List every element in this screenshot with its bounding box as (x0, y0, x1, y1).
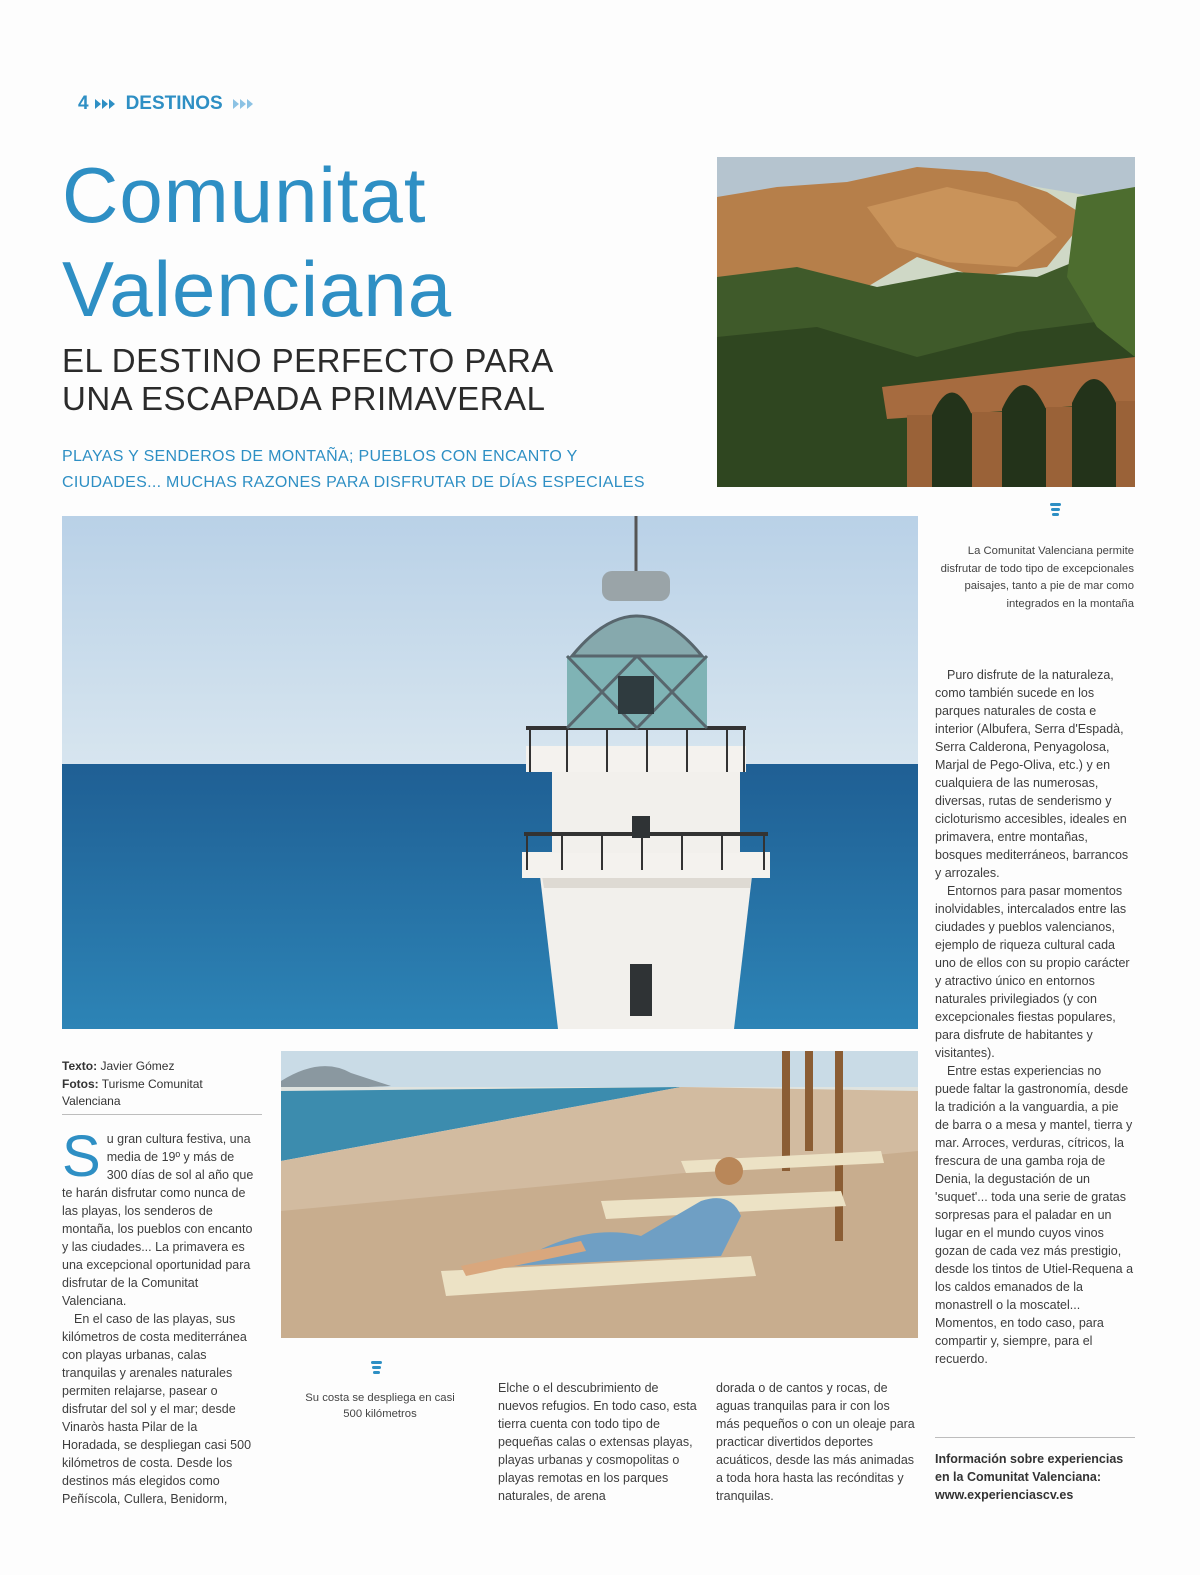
paragraph: Elche o el descubrimiento de nuevos refugios. En todo caso, esta tierra cuenta con todo tipo de pequeñas calas o extensas playas, playas urbanas y cosmopolitas o playas remotas en los parques naturales, de arena (498, 1381, 697, 1503)
website-link[interactable]: www.experienciascv.es (935, 1488, 1074, 1502)
triangle-arrows-icon (233, 99, 254, 109)
divider (935, 1437, 1135, 1438)
article-column-2 (498, 1379, 700, 1505)
kicker-line: CIUDADES... MUCHAS RAZONES PARA DISFRUTAR DE DÍAS ESPECIALES (62, 474, 645, 491)
credit-label: Fotos: (62, 1076, 99, 1091)
section-header (78, 90, 264, 118)
paragraph: Entornos para pasar momentos inolvidables, intercalados entre las ciudades y pueblos valencianos, ejemplo de riqueza cultural cada uno de ellos con su propio carácter y atractivo único en entornos naturales privilegiados (y con excepcionales fiestas populares, para disfrute de habitantes y visitantes). (935, 884, 1130, 1060)
page-number: 4 (78, 93, 89, 114)
section-label: DESTINOS (125, 93, 223, 114)
subtitle (62, 342, 702, 418)
paragraph-text: u gran cultura festiva, una media de 19º y más de 300 días de sol al año que te harán disfrutar como nunca de las playas, los senderos de montaña, los pueblos con encanto y las ciudades... La primavera es una excepcional oportunidad para disfrutar de la Comunitat Valenciana. (62, 1132, 254, 1308)
title-line: Comunitat (62, 151, 427, 239)
subtitle-line: UNA ESCAPADA PRIMAVERAL (62, 380, 546, 417)
credit-value: Javier Gómez (100, 1059, 175, 1073)
kicker-line: PLAYAS Y SENDEROS DE MONTAÑA; PUEBLOS CON ENCANTO Y (62, 448, 578, 465)
credit-value: Turisme Comunitat Valenciana (62, 1076, 203, 1108)
triangle-arrows-icon (95, 99, 116, 109)
photo-credit (62, 1076, 262, 1111)
title-line: Valenciana (62, 245, 453, 333)
paragraph (62, 1124, 258, 1310)
beach-photo (281, 1051, 918, 1338)
paragraph: Entre estas experiencias no puede faltar la gastronomía, desde la tradición a la vanguardia, a pie de barra o a mesa y mantel, tierra y mar. Arroces, verduras, cítricos, la frescura de una gamba roja de Denia, la degustación de un 'suquet'... toda una serie de gratas sorpresas para el paladar en un lugar en el mundo cuyos vinos gozan de cada vez más prestigio, desde los tintos de Utiel-Requena a los caldos emanados de la monastrell o la moscatel... Momentos, en todo caso, para compartir y, siempre, para el recuerdo. (935, 1064, 1134, 1366)
info-line: en la Comunitat Valenciana: (935, 1470, 1102, 1484)
text-credit (62, 1058, 262, 1076)
paragraph: dorada o de cantos y rocas, de aguas tranquilas para ir con los más pequeños o con un oleaje para practicar divertidos deportes acuáticos, desde las más animadas a toda hora hasta las recónditas y tranquilas. (716, 1381, 915, 1503)
credits (62, 1058, 262, 1111)
article-column-1 (62, 1124, 258, 1508)
caption-marker-icon (371, 1361, 382, 1376)
info-box (935, 1450, 1145, 1504)
caption-marker-icon (1050, 503, 1061, 518)
mountain-photo-caption: La Comunitat Valenciana permite disfrutar de todo tipo de excepcionales paisajes, tanto a pie de mar como integrados en la montaña (940, 545, 1134, 610)
subtitle-line: EL DESTINO PERFECTO PARA (62, 342, 554, 379)
paragraph: Puro disfrute de la naturaleza, como también sucede en los parques naturales de costa e interior (Albufera, Serra d'Espadà, Serra Calderona, Penyagolosa, Marjal de Pego-Oliva, etc.) y en cualquiera de las numerosas, diversas, rutas de senderismo y cicloturismo accesibles, ideales en primavera, entre montañas, bosques mediterráneos, barrancos y arrozales. (935, 668, 1129, 880)
kicker (62, 444, 712, 496)
lighthouse-photo (62, 516, 918, 1029)
mountain-aqueduct-photo (717, 157, 1135, 487)
drop-cap: S (62, 1124, 101, 1189)
page-title (62, 148, 702, 336)
beach-photo-caption: Su costa se despliega en casi 500 kilómetros (305, 1392, 455, 1420)
credit-label: Texto: (62, 1059, 98, 1073)
article-column-3 (716, 1379, 916, 1505)
info-line: Información sobre experiencias (935, 1452, 1124, 1466)
article-column-4 (935, 666, 1135, 1368)
paragraph: En el caso de las playas, sus kilómetros de costa mediterránea con playas urbanas, calas tranquilas y arenales naturales permiten relajarse, pasear o disfrutar del sol y el mar; desde Vinaròs hasta Pilar de la Horadada, se despliegan casi 500 kilómetros de costa. Desde los destinos más elegidos como Peñíscola, Cullera, Benidorm, (62, 1312, 252, 1506)
divider (62, 1114, 262, 1115)
